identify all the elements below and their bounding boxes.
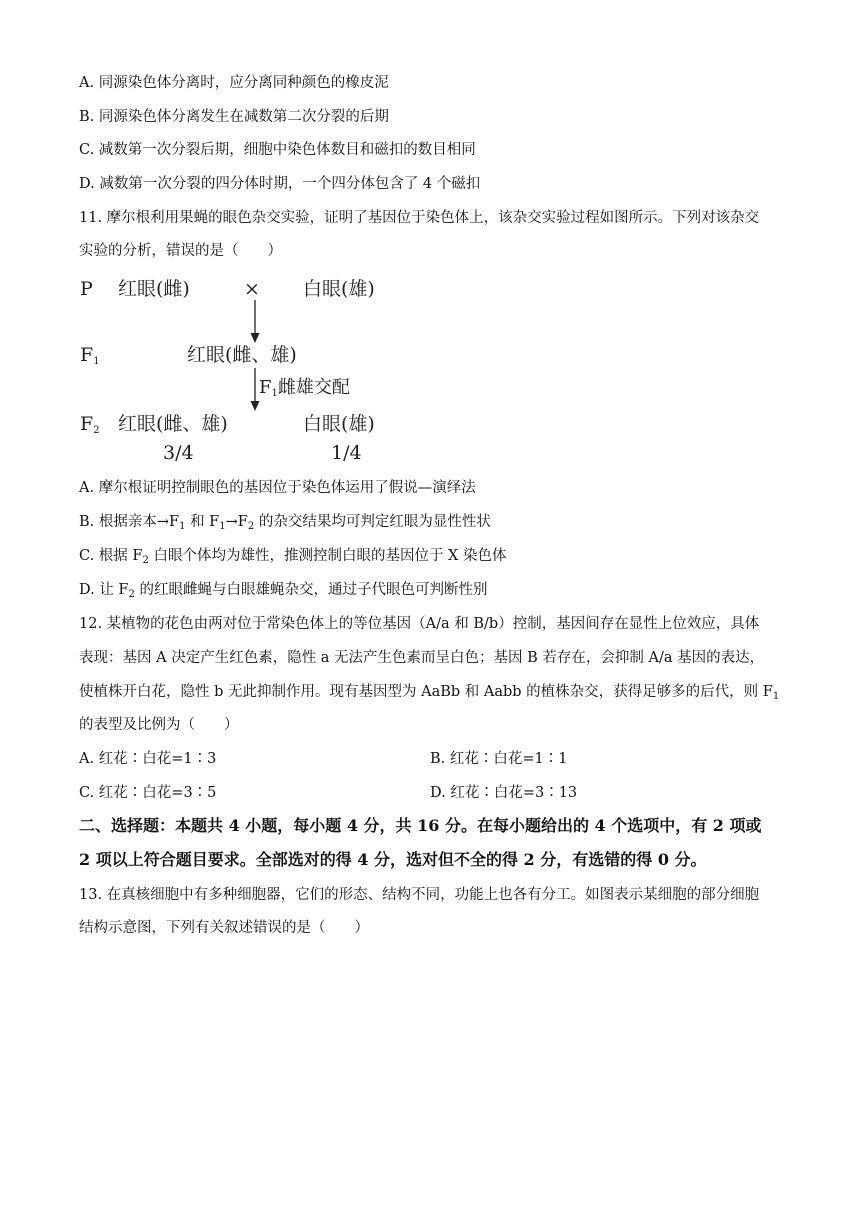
q12-option-b: B. 红花∶白花=1∶1 <box>430 751 568 767</box>
q11-option-a: A. 摩尔根证明控制眼色的基因位于染色体运用了假说—演绎法 <box>79 480 476 496</box>
section2-heading-line2: 2 项以上符合题目要求。全部选对的得 4 分，选对但不全的得 2 分，有选错的得 0 分。 <box>79 850 707 869</box>
q10-option-a: A. 同源染色体分离时，应分离同种颜色的橡皮泥 <box>79 75 389 91</box>
q12-option-d: D. 红花∶白花=3∶13 <box>430 785 578 801</box>
q12-stem-line1: 12. 某植物的花色由两对位于常染色体上的等位基因（A/a 和 B/b）控制，基因间存在显性上位效应，具体 <box>79 616 760 632</box>
diagram-mating-label: $F_1$雌雄交配 <box>259 377 350 399</box>
diagram-f1-label: $F_1$ <box>80 344 100 367</box>
q11-option-b: B. 根据亲本$\to F_1$ 和 $F_1\to F_2$ 的杂交结果均可判定红眼为显性性状 <box>79 514 491 532</box>
diagram-cross-symbol: × <box>244 278 260 300</box>
q12-stem-line2: 表现：基因 A 决定产生红色素，隐性 a 无法产生色素而呈白色；基因 B 若存在，会抑制 A/a 基因的表达， <box>79 650 765 666</box>
diagram-f1-phenotype: 红眼(雌、雄) <box>187 344 297 366</box>
diagram-f2-label: $F_2$ <box>80 413 100 436</box>
diagram-p-female: 红眼(雌) <box>118 278 190 300</box>
q11-stem-line1: 11. 摩尔根利用果蝇的眼色杂交实验，证明了基因位于染色体上，该杂交实验过程如图所示。下列对该杂交 <box>79 210 760 226</box>
q10-option-b: B. 同源染色体分离发生在减数第二次分裂的后期 <box>79 109 389 125</box>
arrowhead-p-to-f1 <box>251 333 260 343</box>
arrowhead-f1-to-f2 <box>251 401 260 411</box>
q13-stem-line2: 结构示意图，下列有关叙述错误的是（ ） <box>79 920 369 936</box>
q13-stem-line1: 13. 在真核细胞中有多种细胞器，它们的形态、结构不同，功能上也各有分工。如图表示某细胞的部分细胞 <box>79 887 760 903</box>
q11-option-d: D. 让 $F_2$ 的红眼雌蝇与白眼雄蝇杂交，通过子代眼色可判断性别 <box>79 582 488 600</box>
diagram-ratio-red: 3/4 <box>163 442 194 464</box>
q11-stem-line2: 实验的分析，错误的是（ ） <box>79 243 282 259</box>
q12-option-c: C. 红花∶白花=3∶5 <box>79 785 217 801</box>
q10-option-c: C. 减数第一次分裂后期，细胞中染色体数目和磁扣的数目相同 <box>79 142 476 158</box>
diagram-f2-white: 白眼(雄) <box>303 413 375 435</box>
q11-option-c: C. 根据 $F_2$ 白眼个体均为雄性，推测控制白眼的基因位于 X 染色体 <box>79 548 507 566</box>
diagram-arrows <box>0 0 860 480</box>
q10-option-d: D. 减数第一次分裂的四分体时期，一个四分体包含了 4 个磁扣 <box>79 176 481 192</box>
q12-stem-line3: 使植株开白花，隐性 b 无此抑制作用。现有基因型为 AaBb 和 Aabb 的植株杂交，获得足够多的后代，则 $F_1$ <box>79 684 780 702</box>
q12-stem-line4: 的表型及比例为（ ） <box>79 717 239 733</box>
diagram-p-male: 白眼(雄) <box>303 278 375 300</box>
diagram-f2-red: 红眼(雌、雄) <box>118 413 228 435</box>
q12-option-a: A. 红花∶白花=1∶3 <box>79 751 217 767</box>
diagram-ratio-white: 1/4 <box>331 442 362 464</box>
section2-heading-line1: 二、选择题：本题共 4 小题，每小题 4 分，共 16 分。在每小题给出的 4 个选项中，有 2 项或 <box>79 816 762 835</box>
diagram-p-label: P <box>80 278 93 300</box>
